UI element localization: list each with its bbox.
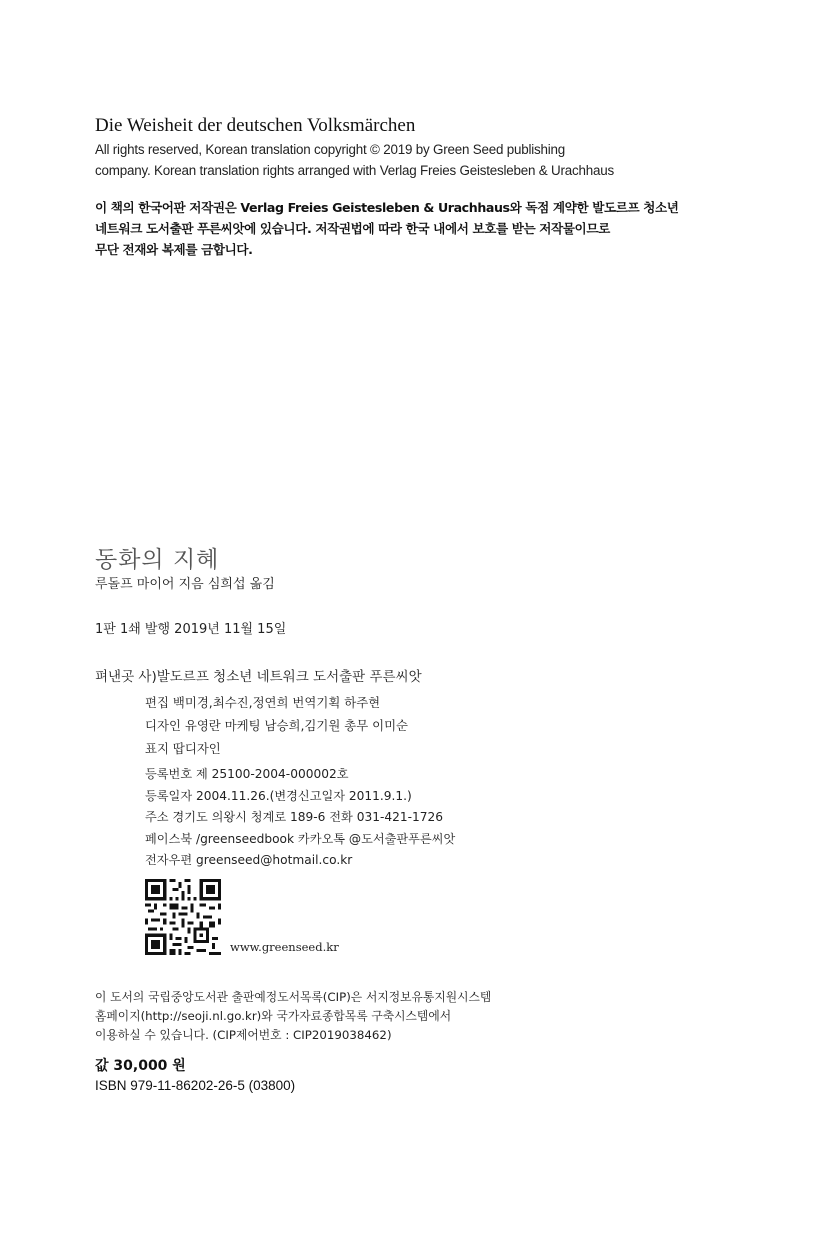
staff-line: 편집 백미경,최수진,정연희 번역기획 하주현 (145, 695, 381, 710)
book-title: 동화의 지혜 (95, 547, 220, 573)
staff-line: 표지 땁디자인 (145, 741, 221, 756)
price: 값 30,000 원 (95, 1058, 186, 1074)
rights-notice (95, 139, 695, 181)
qr-code-icon (145, 879, 221, 955)
staff-line: 디자인 유영란 마케팅 남승희,김기원 총무 이미순 (145, 718, 409, 733)
cip-line: 홈페이지(http://seoji.nl.go.kr)와 국가자료종합목록 구축시스템에서 (95, 1009, 452, 1023)
rights-line: All rights reserved, Korean translation copyright © 2019 by Green Seed publishing (95, 142, 566, 157)
publisher-line: 펴낸곳 사)발도르프 청소년 네트워크 도서출판 푸른씨앗 (95, 669, 422, 685)
korean-rights-notice (95, 197, 695, 260)
contact-line: 등록일자 2004.11.26.(변경신고일자 2011.9.1.) (145, 788, 412, 803)
contact-line: 주소 경기도 의왕시 청계로 189-6 전화 031-421-1726 (145, 810, 444, 824)
edition-info: 1판 1쇄 발행 2019년 11월 15일 (95, 622, 287, 637)
contact-info (145, 764, 455, 872)
staff-credits (145, 691, 408, 760)
cip-line: 이 도서의 국립중앙도서관 출판예정도서목록(CIP)은 서지정보유통지원시스템 (95, 990, 492, 1004)
cip-notice (95, 988, 615, 1045)
korean-rights-line: 이 책의 한국어판 저작권은 Verlag Freies Geistesleben & Urachhaus와 독점 계약한 발도르프 청소년 (95, 200, 679, 215)
rights-line: company. Korean translation rights arranged with Verlag Freies Geistesleben & Urachhaus (95, 163, 615, 178)
isbn: ISBN 979-11-86202-26-5 (03800) (95, 1078, 296, 1093)
website-url: www.greenseed.kr (230, 940, 339, 954)
contact-line: 전자우편 greenseed@hotmail.co.kr (145, 853, 353, 867)
cip-line: 이용하실 수 있습니다. (CIP제어번호 : CIP2019038462) (95, 1028, 392, 1042)
korean-rights-line: 네트워크 도서출판 푸른씨앗에 있습니다. 저작권법에 따라 한국 내에서 보호를 받는 저작물이므로 (95, 221, 610, 236)
contact-line: 페이스북 /greenseedbook 카카오톡 @도서출판푸른씨앗 (145, 831, 456, 846)
contact-line: 등록번호 제 25100-2004-000002호 (145, 767, 349, 781)
korean-rights-line: 무단 전재와 복제를 금합니다. (95, 242, 253, 257)
original-title: Die Weisheit der deutschen Volksmärchen (95, 115, 416, 136)
book-authors: 루돌프 마이어 지음 심희섭 옮김 (95, 577, 275, 592)
